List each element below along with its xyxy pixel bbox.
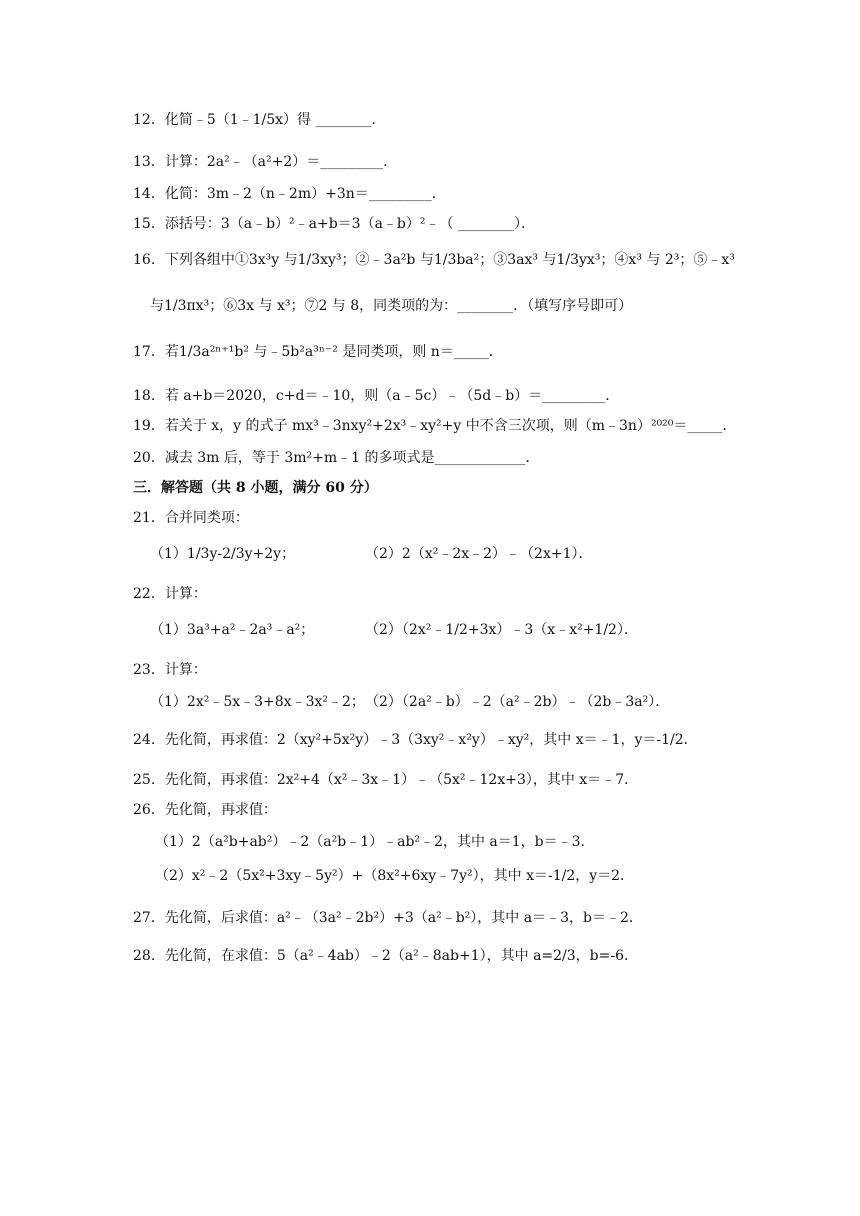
problem-22-part1: （1）3a³+a²﹣2a³﹣a²； <box>150 622 315 638</box>
problem-19: 19．若关于 x，y 的式子 mx³﹣3nxy²+2x³﹣xy²+y 中不含三次项，则（m﹣3n）²⁰²⁰＝_____． <box>133 418 737 434</box>
problem-26-part2: （2）x²﹣2（5x²+3xy﹣5y²）+（8x²+6xy﹣7y²），其中 x＝-1/2，y＝2． <box>155 868 635 884</box>
problem-22: 22．计算： <box>133 586 207 602</box>
problem-23-part2: （2）（2a²﹣b）﹣2（a²﹣2b）﹣（2b﹣3a²）． <box>365 694 670 710</box>
problem-25: 25．先化简，再求值：2x²+4（x²﹣3x﹣1）﹣（5x²﹣12x+3），其中 x＝﹣7． <box>133 772 639 788</box>
problem-16-line2: 与1/3πx³；⑥3x 与 x³；⑦2 与 8，同类项的为：________．（填写序号即可） <box>150 298 633 314</box>
problem-28: 28．先化简，在求值：5（a²﹣4ab）﹣2（a²﹣8ab+1），其中 a=2/3，b=-6． <box>133 948 639 964</box>
problem-17: 17．若1/3a²ⁿ⁺¹b² 与﹣5b²a³ⁿ⁻² 是同类项，则 n＝_____． <box>133 344 503 360</box>
problem-16-line1: 16．下列各组中①3x³y 与1/3xy³；②﹣3a²b 与1/3ba²；③3ax³ 与1/3yx³；④x³ 与 2³；⑤﹣x³ <box>133 252 735 268</box>
problem-26-part1: （1）2（a²b+ab²）﹣2（a²b﹣1）﹣ab²﹣2，其中 a＝1，b＝﹣3． <box>155 834 595 850</box>
problem-21-part1: （1）1/3y-2/3y+2y； <box>150 546 296 562</box>
problem-24: 24．先化简，再求值：2（xy²+5x²y）﹣3（3xy²﹣x²y）﹣xy²，其中 x＝﹣1，y＝-1/2． <box>133 732 698 748</box>
section-3-title: 三．解答题（共 8 小题，满分 60 分） <box>133 480 378 496</box>
problem-21: 21．合并同类项： <box>133 510 249 526</box>
problem-21-part2: （2）2（x²﹣2x﹣2）﹣（2x+1）． <box>365 546 593 562</box>
problem-27: 27．先化简，后求值：a²﹣（3a²﹣2b²）+3（a²﹣b²），其中 a＝﹣3，b＝﹣2． <box>133 910 643 926</box>
problem-20: 20．减去 3m 后，等于 3m²+m﹣1 的多项式是_____________． <box>133 450 540 466</box>
problem-18: 18．若 a+b＝2020，c+d＝﹣10，则（a﹣5c）﹣（5d﹣b）＝_________． <box>133 388 620 404</box>
problem-14: 14．化简：3m﹣2（n﹣2m）+3n＝_________． <box>133 186 446 202</box>
problem-12: 12．化简﹣5（1﹣1/5x）得 ________． <box>133 112 386 128</box>
problem-13: 13．计算：2a²﹣（a²+2）＝_________． <box>133 154 398 170</box>
problem-23: 23．计算： <box>133 662 207 678</box>
problem-23-part1: （1）2x²﹣5x﹣3+8x﹣3x²﹣2； <box>150 694 365 710</box>
problem-26: 26．先化简，再求值： <box>133 802 277 818</box>
problem-15: 15．添括号：3（a﹣b）²﹣a+b＝3（a﹣b）²﹣（ ________）． <box>133 216 535 232</box>
problem-22-part2: （2）（2x²﹣1/2+3x）﹣3（x﹣x²+1/2）． <box>365 622 638 638</box>
